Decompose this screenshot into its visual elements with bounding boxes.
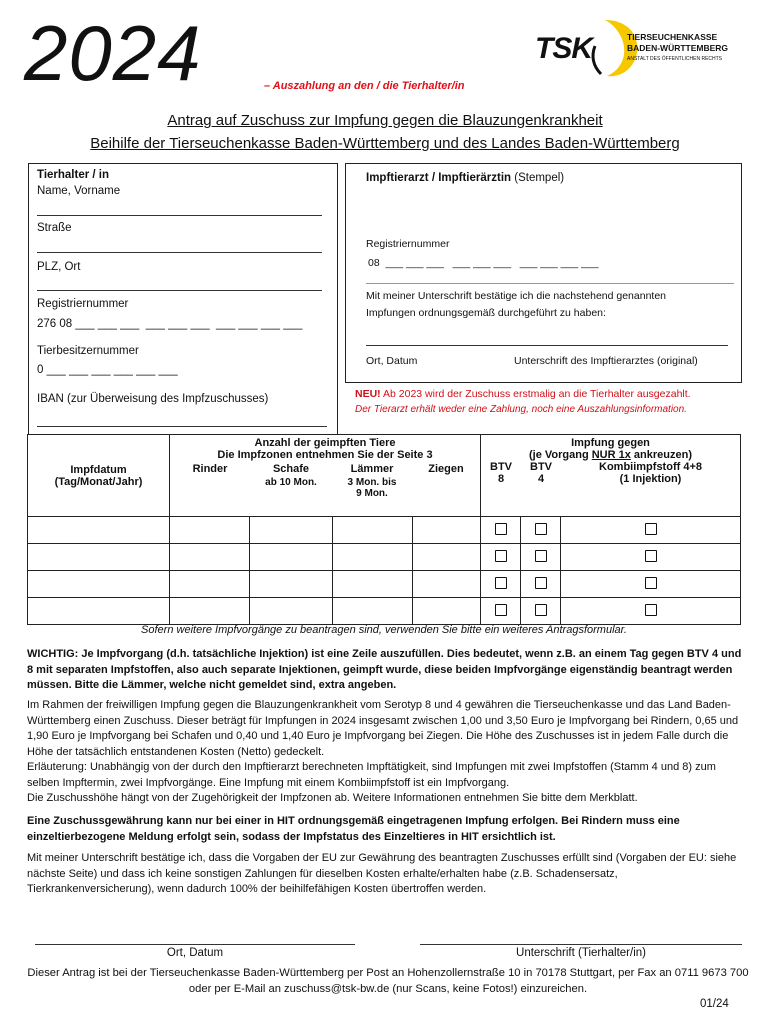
vet-sign-label: Unterschrift des Impftierarztes (original) xyxy=(514,355,698,367)
vet-place-label: Ort, Datum xyxy=(366,355,418,367)
btv8-checkbox-cell[interactable] xyxy=(481,571,521,598)
vet-heading-stamp: (Stempel) xyxy=(511,172,565,184)
plz-field[interactable] xyxy=(37,290,322,291)
kombi-checkbox[interactable] xyxy=(645,523,657,535)
rinder-cell[interactable] xyxy=(170,517,250,544)
owner-number-field[interactable]: 0 ___ ___ ___ ___ ___ ___ xyxy=(37,364,178,376)
vaccine-header-2c: ankreuzen) xyxy=(630,449,692,461)
logo-line-2: BADEN-WÜRTTEMBERG xyxy=(627,43,729,53)
kombi-checkbox[interactable] xyxy=(645,604,657,616)
btv8-checkbox[interactable] xyxy=(495,550,507,562)
btv8-checkbox-cell[interactable] xyxy=(481,517,521,544)
laemmer-cell[interactable] xyxy=(332,544,412,571)
schafe-cell[interactable] xyxy=(250,571,332,598)
table-row xyxy=(28,598,741,625)
kombi-checkbox-cell[interactable] xyxy=(561,598,741,625)
page-number: 01/24 xyxy=(700,998,729,1010)
kombi-checkbox[interactable] xyxy=(645,577,657,589)
zones-paragraph: Die Zuschusshöhe hängt von der Zugehörigkeit der Impfzonen ab. Weitere Informationen entnehmen Sie bitte dem Merkblatt. xyxy=(27,792,638,804)
owner-heading: Tierhalter / in xyxy=(37,169,110,181)
rinder-cell[interactable] xyxy=(170,544,250,571)
ziegen-cell[interactable] xyxy=(412,544,480,571)
reg-field[interactable]: 276 08 ___ ___ ___ ___ ___ ___ ___ ___ ___ ___ xyxy=(37,318,303,330)
btv4-b: 4 xyxy=(537,473,545,485)
logo-text: TSK xyxy=(535,32,592,65)
kombi-checkbox-cell[interactable] xyxy=(561,571,741,598)
vet-reg-field[interactable]: 08 ___ ___ ___ ___ ___ ___ ___ ___ ___ ___ xyxy=(368,257,599,269)
btv4-checkbox-cell[interactable] xyxy=(521,517,561,544)
btv4-checkbox[interactable] xyxy=(535,604,547,616)
btv8-header xyxy=(481,461,521,485)
date-cell[interactable] xyxy=(28,544,170,571)
laemmer-cell[interactable] xyxy=(332,517,412,544)
vet-divider xyxy=(366,283,734,284)
iban-label: IBAN (zur Überweisung des Impfzuschusses) xyxy=(37,393,269,405)
btv4-checkbox-cell[interactable] xyxy=(521,571,561,598)
kombi-2: (1 Injektion) xyxy=(619,473,682,485)
species-headers xyxy=(170,463,480,499)
owner-sign-label: Unterschrift (Tierhalter/in) xyxy=(516,947,646,959)
rinder-cell[interactable] xyxy=(170,571,250,598)
street-label: Straße xyxy=(37,222,72,234)
vaccination-table xyxy=(27,434,741,625)
btv4-checkbox[interactable] xyxy=(535,550,547,562)
laemmer-cell[interactable] xyxy=(332,598,412,625)
vaccine-header-2a: (je Vorgang xyxy=(528,449,592,461)
btv8-checkbox[interactable] xyxy=(495,577,507,589)
form-subtitle: Beihilfe der Tierseuchenkasse Baden-Württemberg und des Landes Baden-Württemberg xyxy=(90,135,680,152)
table-row xyxy=(28,517,741,544)
count-header xyxy=(170,435,481,517)
schafe-cell[interactable] xyxy=(250,517,332,544)
date-cell[interactable] xyxy=(28,517,170,544)
name-label: Name, Vorname xyxy=(37,185,121,197)
ziegen-cell[interactable] xyxy=(412,571,480,598)
explanation-paragraph: Erläuterung: Unabhängig von der durch den Impftierarzt berechneten Impftätigkeit, sind Impfungen mit zwei Impfstoffen (Stamm 4 und 8) zum selben Impftermin, zwei Impfvorgänge. Eine Impfung mit einem Kombiimpfstoff ist ein Impfvorgang. xyxy=(27,761,716,789)
wichtig-paragraph: WICHTIG: Je Impfvorgang (d.h. tatsächliche Injektion) ist eine Zeile auszufüllen. Dies bedeutet, wenn z.B. an einem Tag gegen BTV 4 und 8 mit separaten Impfstoffen, also auch separate Injektionen, geimpft wurde, diese beiden Impfvorgänge eigenständig beantragt werden müssen. Bitte die Lämmer, welche nicht gemeldet sind, extra angeben. xyxy=(27,648,742,691)
street-field[interactable] xyxy=(37,252,322,253)
count-header-2: Die Impfzonen entnehmen Sie der Seite 3 xyxy=(217,449,433,461)
table-header-row xyxy=(28,435,741,517)
table-footnote: Sofern weitere Impfvorgänge zu beantragen sind, verwenden Sie bitte ein weiteres Antragsformular. xyxy=(141,624,627,636)
btv8-b: 8 xyxy=(497,473,505,485)
form-title: Antrag auf Zuschuss zur Impfung gegen die Blauzungenkrankheit xyxy=(167,112,603,129)
date-header-1: Impfdatum xyxy=(70,463,127,476)
btv4-checkbox[interactable] xyxy=(535,523,547,535)
notice-line-1 xyxy=(355,388,691,400)
ziegen-cell[interactable] xyxy=(412,598,480,625)
btv8-a: BTV xyxy=(490,461,512,473)
schafe-header xyxy=(250,463,332,499)
year-heading: 2024 xyxy=(24,9,202,97)
owner-number-label: Tierbesitzernummer xyxy=(37,345,139,357)
table-row xyxy=(28,544,741,571)
vet-reg-label: Registriernummer xyxy=(366,238,450,250)
ziegen-cell[interactable] xyxy=(412,517,480,544)
eu-confirm-paragraph: Mit meiner Unterschrift bestätige ich, dass die Vorgaben der EU zur Gewährung des beantragten Zuschusses erfüllt sind (Vorgaben der EU: siehe nächste Seite) und dass ich keine sonstigen Zahlungen für dieselben Kosten erhalte/erhalten habe (z.B. Schadensersatz, Tierkrankenversicherung), wenn dadurch 100% der beihilfefähigen Kosten übertroffen werden. xyxy=(27,852,737,895)
laemmer-sub-2: 9 Mon. xyxy=(356,488,388,499)
rinder-header: Rinder xyxy=(192,463,228,475)
btv4-a: BTV xyxy=(530,461,552,473)
kombi-checkbox-cell[interactable] xyxy=(561,517,741,544)
vet-heading-bold: Impftierarzt / Impftierärztin xyxy=(366,172,512,184)
owner-place-label: Ort, Datum xyxy=(166,947,224,959)
owner-box xyxy=(28,163,338,435)
vet-heading xyxy=(366,172,564,184)
date-cell[interactable] xyxy=(28,571,170,598)
kombi-header xyxy=(561,461,740,485)
btv8-checkbox[interactable] xyxy=(495,523,507,535)
reg-label: Registriernummer xyxy=(37,298,129,310)
laemmer-sub-1: 3 Mon. bis xyxy=(347,477,397,488)
vaccine-header-1: Impfung gegen xyxy=(571,437,650,449)
plz-label: PLZ, Ort xyxy=(37,261,81,273)
iban-field[interactable] xyxy=(37,426,327,427)
btv4-checkbox-cell[interactable] xyxy=(521,598,561,625)
payout-subtitle: – Auszahlung an den / die Tierhalter/in xyxy=(264,80,465,92)
schafe-cell[interactable] xyxy=(250,598,332,625)
kombi-1: Kombiimpfstoff 4+8 xyxy=(599,461,702,473)
btv4-checkbox[interactable] xyxy=(535,577,547,589)
btv8-checkbox-cell[interactable] xyxy=(481,598,521,625)
kombi-checkbox[interactable] xyxy=(645,550,657,562)
vet-confirm-2: Impfungen ordnungsgemäß durchgeführt zu haben: xyxy=(366,307,606,319)
vaccine-header-2 xyxy=(481,449,740,461)
vaccine-header xyxy=(481,435,741,517)
btv8-checkbox[interactable] xyxy=(495,604,507,616)
btv4-checkbox-cell[interactable] xyxy=(521,544,561,571)
notice-line-2: Der Tierarzt erhält weder eine Zahlung, noch eine Auszahlungsinformation. xyxy=(355,404,687,415)
kombi-checkbox-cell[interactable] xyxy=(561,544,741,571)
vet-confirm-1: Mit meiner Unterschrift bestätige ich die nachstehend genannten xyxy=(366,290,667,302)
submission-note: Dieser Antrag ist bei der Tierseuchenkasse Baden-Württemberg per Post an Hohenzollernstraße 10 in 70178 Stuttgart, per Fax an 0711 9673 700 oder per E-Mail an zuschuss@tsk-bw.de (nur Scans, keine Fotos!) einzureichen. xyxy=(27,967,749,995)
vet-box xyxy=(345,163,742,383)
table-row xyxy=(28,571,741,598)
date-header-2: (Tag/Monat/Jahr) xyxy=(54,475,143,488)
tsk-logo xyxy=(535,12,735,82)
vet-signature-field[interactable] xyxy=(366,345,728,346)
logo-line-3: ANSTALT DES ÖFFENTLICHEN RECHTS xyxy=(627,56,723,62)
laemmer-label: Lämmer xyxy=(350,463,394,475)
rinder-cell[interactable] xyxy=(170,598,250,625)
date-cell[interactable] xyxy=(28,598,170,625)
btv8-checkbox-cell[interactable] xyxy=(481,544,521,571)
schafe-cell[interactable] xyxy=(250,544,332,571)
schafe-label: Schafe xyxy=(272,463,310,475)
ziegen-header: Ziegen xyxy=(428,463,464,475)
laemmer-header xyxy=(332,463,412,499)
laemmer-cell[interactable] xyxy=(332,571,412,598)
subsidy-paragraph: Im Rahmen der freiwilligen Impfung gegen die Blauzungenkrankheit vom Serotyp 8 und 4 gewähren die Tierseuchenkasse und das Land Baden-Württemberg einen Zuschuss. Dieser beträgt für Impfungen in 2024 insgesamt zwischen 1,00 und 3,50 Euro je Impfvorgang bei Rindern, 0,65 und 1,90 Euro je Impfvorgang bei Schafen und 0,40 und 1,40 Euro je Impfvorgang bei Ziegen. Die Höhe des Zuschusses ist in jedem Falle durch die Höhe der tatsächlich entstandenen Kosten (Netto) gedeckelt. xyxy=(27,699,739,758)
name-field[interactable] xyxy=(37,215,322,216)
neu-badge: NEU! xyxy=(355,388,381,400)
logo-line-1: TIERSEUCHENKASSE xyxy=(627,32,718,42)
owner-place-field[interactable] xyxy=(35,944,355,945)
schafe-sub: ab 10 Mon. xyxy=(265,477,317,488)
notice-text-1: Ab 2023 wird der Zuschuss erstmalig an die Tierhalter ausgezahlt. xyxy=(380,388,691,400)
vaccine-header-2b: NUR 1x xyxy=(591,449,631,461)
owner-signature-field[interactable] xyxy=(420,944,742,945)
hit-paragraph: Eine Zuschussgewährung kann nur bei einer in HIT ordnungsgemäß eingetragenen Impfung erfolgen. Bei Rindern muss eine einzeltierbezogene Meldung erfolgt sein, sodass der Impfstatus des Einzeltieres in HIT ersichtlich ist. xyxy=(27,815,680,843)
vaccine-subheaders xyxy=(481,461,740,485)
date-header xyxy=(28,435,170,517)
count-header-1: Anzahl der geimpften Tiere xyxy=(254,437,396,449)
btv4-header xyxy=(521,461,561,485)
